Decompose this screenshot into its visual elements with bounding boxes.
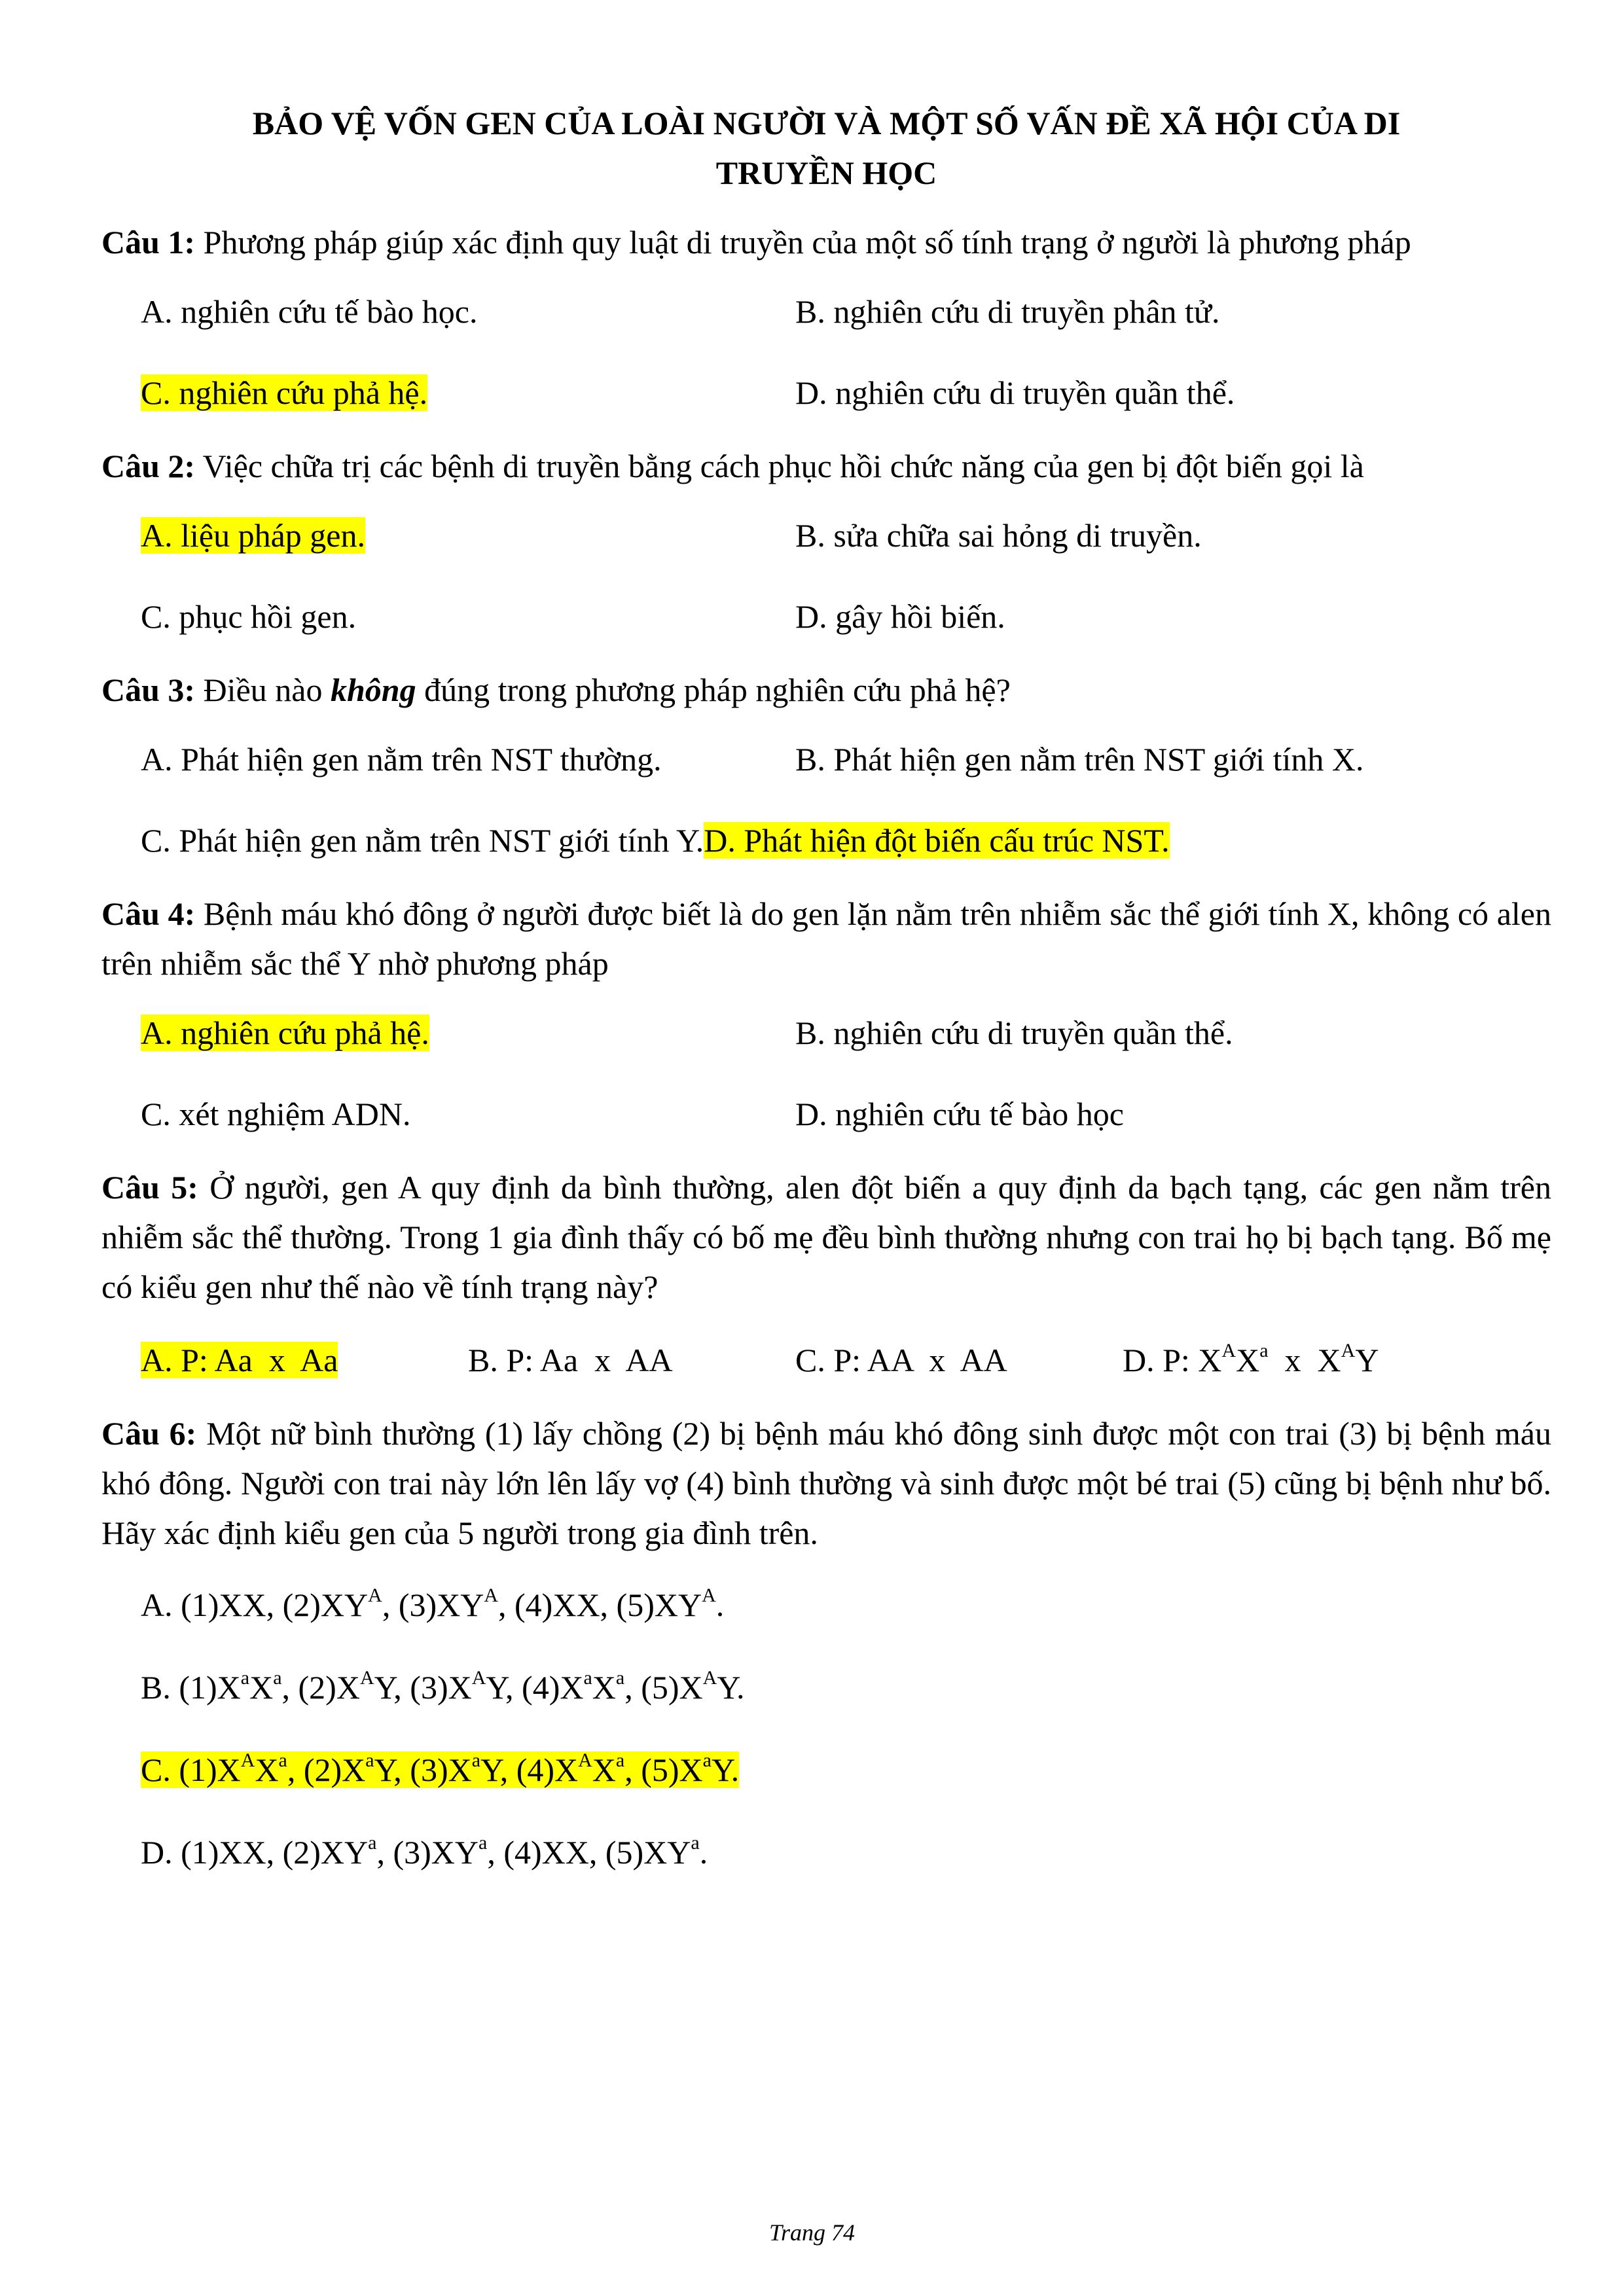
option-d: D. gây hồi biến.: [795, 598, 1005, 635]
correct-answer-highlight: A. P: Aa x Aa: [141, 1342, 338, 1378]
question-number: Câu 2:: [101, 448, 196, 484]
question-number: Câu 6:: [101, 1415, 197, 1452]
question-5-options: [141, 1335, 1551, 1385]
question-number: Câu 5:: [101, 1169, 198, 1206]
option-c: C. phục hồi gen.: [141, 598, 357, 635]
question-4: [101, 889, 1551, 988]
title-line-2: TRUYỀN HỌC: [715, 154, 937, 191]
question-text: Việc chữa trị các bệnh di truyền bằng cách phục hồi chức năng của gen bị đột biến gọi là: [195, 448, 1364, 484]
option-b: B. nghiên cứu di truyền phân tử.: [795, 293, 1220, 330]
page-title: [101, 98, 1551, 198]
title-line-1: BẢO VỆ VỐN GEN CỦA LOÀI NGƯỜI VÀ MỘT SỐ VẤN ĐỀ XÃ HỘI CỦA DI: [252, 105, 1401, 141]
question-2: [101, 441, 1551, 491]
option-c: C. Phát hiện gen nằm trên NST giới tính Y.D. Phát hiện đột biến cấu trúc NST.: [141, 822, 1170, 859]
question-2-options: [141, 511, 1551, 641]
question-1: [101, 217, 1551, 267]
option-b: B. sửa chữa sai hỏng di truyền.: [795, 517, 1202, 554]
option-a: [141, 511, 795, 560]
question-text: Một nữ bình thường (1) lấy chồng (2) bị bệnh máu khó đông sinh được một con trai (3) bị bệnh máu khó đông. Người con trai này lớn lên lấy vợ (4) bình thường và sinh được một bé trai (5) cũng bị bệnh như bố. Hãy xác định kiểu gen của 5 người trong gia đình trên.: [101, 1415, 1551, 1551]
option-b: B. Phát hiện gen nằm trên NST giới tính X.: [795, 741, 1364, 778]
question-number: Câu 4:: [101, 895, 196, 932]
question-6-options: [141, 1580, 1551, 1877]
option-a: A. nghiên cứu tế bào học.: [141, 293, 478, 330]
option-b: B. P: Aa x AA: [468, 1342, 673, 1378]
option-a: [141, 1335, 468, 1385]
question-5: [101, 1162, 1551, 1312]
emphasis-word: không: [330, 672, 416, 708]
option-b: B. nghiên cứu di truyền quần thể.: [795, 1014, 1233, 1051]
question-3-options: [141, 734, 1551, 865]
question-text: Phương pháp giúp xác định quy luật di truyền của một số tính trạng ở người là phương pháp: [195, 224, 1411, 260]
correct-answer-highlight: A. liệu pháp gen.: [141, 517, 365, 554]
question-4-options: [141, 1008, 1551, 1139]
option-a: [141, 1008, 795, 1058]
option-c: C. P: AA x AA: [795, 1342, 1007, 1378]
question-number: Câu 1:: [101, 224, 196, 260]
correct-answer-highlight: C. $(1)X^AX^a$, $(2)X^aY$, $(3)X^aY$, $(4)X^AX^a$, $(5)X^aY$.: [141, 1749, 740, 1788]
option-d: D. P: $X^AX^a$ x $X^AY$: [1123, 1340, 1379, 1378]
option-d: D. nghiên cứu di truyền quần thể.: [795, 374, 1235, 411]
option-b: B. $(1)X^aX^a$, $(2)X^AY$, $(3)X^AY$, $(4)X^aX^a$, $(5)X^AY$.: [141, 1667, 745, 1706]
document-page: [101, 98, 1551, 1910]
correct-answer-highlight: C. nghiên cứu phả hệ.: [141, 374, 428, 411]
question-number: Câu 3:: [101, 672, 196, 708]
page-number: Trang 74: [768, 2219, 856, 2246]
option-d: D. (1)XX, $(2)XY^a$, $(3)XY^a$, (4)XX, $(5)XY^a$.: [141, 1832, 708, 1871]
option-a: A. Phát hiện gen nằm trên NST thường.: [141, 741, 662, 778]
correct-answer-highlight: D. Phát hiện đột biến cấu trúc NST.: [704, 822, 1170, 859]
question-6: [101, 1408, 1551, 1558]
option-a: A. (1)XX, $(2)XY^A$, $(3)XY^A$, (4)XX, $(5)XY^A$.: [141, 1585, 725, 1623]
question-1-options: [141, 287, 1551, 418]
option-c: [141, 368, 795, 418]
option-c: C. xét nghiệm ADN.: [141, 1096, 411, 1132]
question-3: Câu 3: Điều nào không đúng trong phương pháp nghiên cứu phả hệ?: [101, 672, 1011, 708]
question-text: Bệnh máu khó đông ở người được biết là do gen lặn nằm trên nhiễm sắc thể giới tính X, không có alen trên nhiễm sắc thể Y nhờ phương pháp: [101, 895, 1551, 982]
option-c: [141, 1745, 1551, 1795]
option-d: D. nghiên cứu tế bào học: [795, 1096, 1124, 1132]
correct-answer-highlight: A. nghiên cứu phả hệ.: [141, 1014, 429, 1051]
question-text: Ở người, gen A quy định da bình thường, alen đột biến a quy định da bạch tạng, các gen nằm trên nhiễm sắc thể thường. Trong 1 gia đình thấy có bố mẹ đều bình thường nhưng con trai họ bị bạch tạng. Bố mẹ có kiểu gen như thế nào về tính trạng này?: [101, 1169, 1551, 1305]
